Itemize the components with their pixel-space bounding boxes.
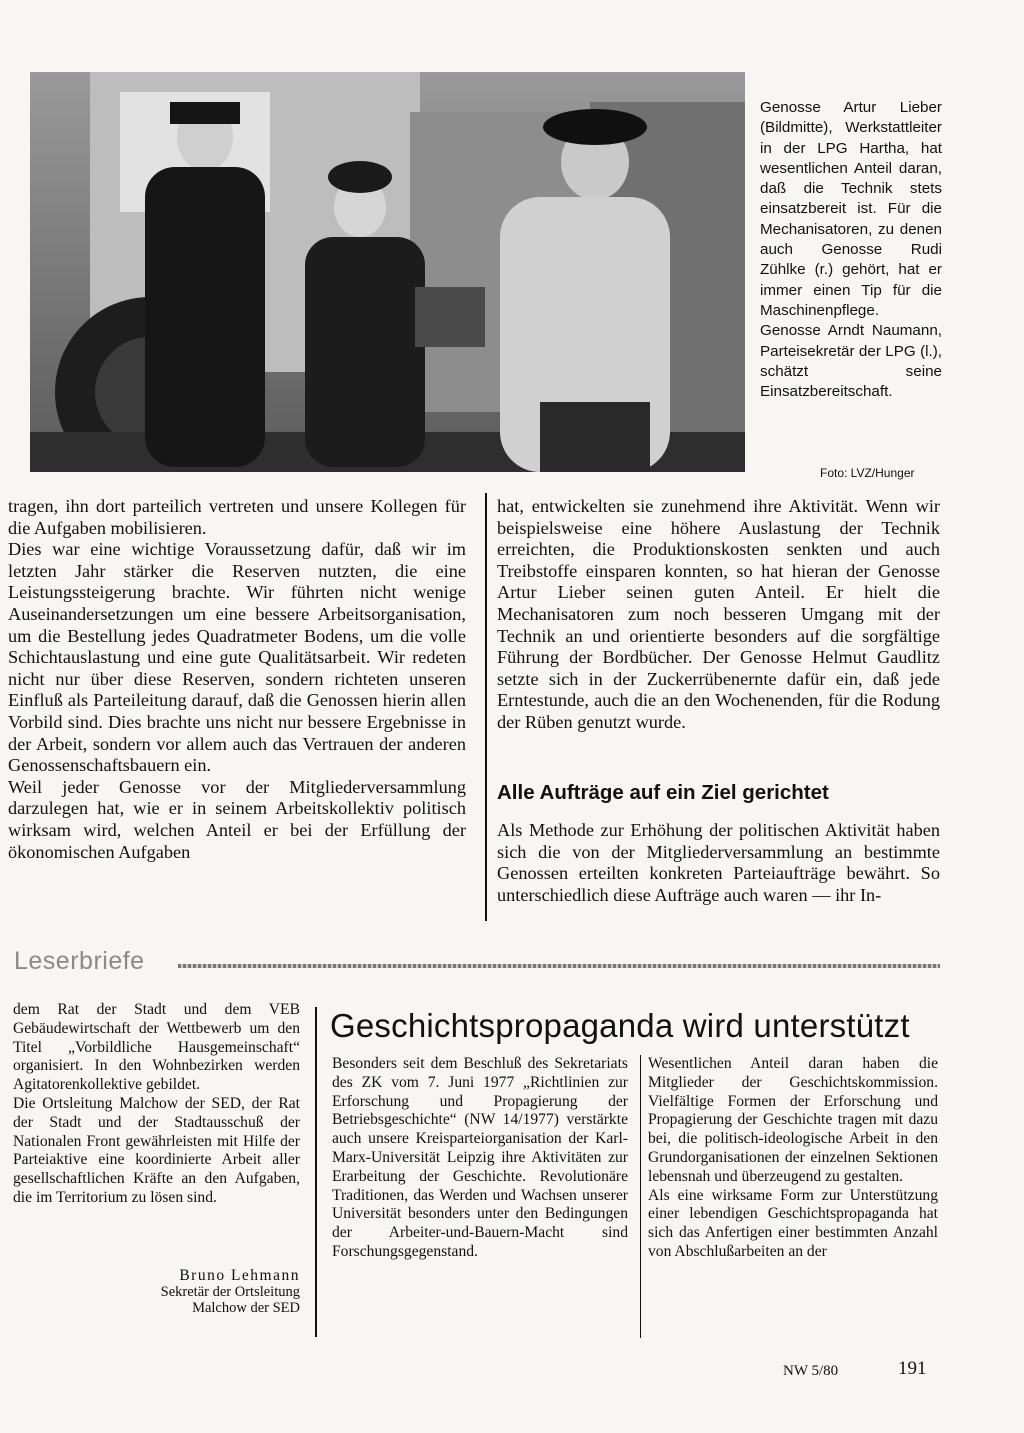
letter-paragraph: Besonders seit dem Beschluß des Sekretariats des ZK vom 7. Juni 1977 „Richtlinien zur Erforschung und Propagierung der Betriebsgeschichte“ (NW 14/1977) verstärkte auch unsere Kreisparteiorganisation der Karl-Marx-Universität Leipzig ihre Aktivitäten zur Erarbeitung der Geschichte. Revolutionäre Traditionen, das Werden und Wachsen unserer Universität besonders unter den Bedingungen der Arbeiter-und-Bauern-Macht sind Forschungsgegenstand. — [332, 1055, 628, 1260]
article-paragraph: Dies war eine wichtige Voraussetzung dafür, daß wir im letzten Jahr stärker die Reserven nutzten, die eine Leistungssteigerung brachte. Wir führten nicht wenige Auseinandersetzungen um eine bessere Arbeitsorganisation, um die Bestellung jedes Quadratmeter Bodens, um die volle Schichtauslastung und eine gute Qualitätsarbeit. Wir redeten nicht nur über diese Reserven, sondern richteten unseren Einfluß als Parteileitung darauf, daß die Genossen hierin allen Vorbild sind. Dies brachte uns nicht nur bessere Ergebnisse in der Arbeit, sondern vor allem auch das Vertrauen der anderen Genossenschaftsbauern ein. — [8, 539, 466, 776]
article-paragraph: hat, entwickelten sie zunehmend ihre Aktivität. Wenn wir beispielsweise eine höhere Auslastung der Technik erreichten, die Produktionskosten senkten und auch Treibstoffe einsparen konnten, so hat hieran der Genosse Artur Lieber seinen guten Anteil. Er hielt die Mechanisatoren zum noch besseren Umgang mit der Technik an und orientierte besonders auf die sorgfältige Führung der Bordbücher. Der Genosse Helmut Gaudlitz setzte sich in der Zuckerrübenernte dafür ein, daß jede Erntestunde, auch die an den Wochenenden, für die Rodung der Rüben genutzt wurde. — [497, 496, 940, 732]
letter-paragraph: Die Ortsleitung Malchow der SED, der Rat der Stadt und der Stadtausschuß der Nationalen Front gewährleisten mit Hilfe der Parteiaktive eine koordinierte Arbeit aller gesellschaftlichen Kräfte an den Aufgaben, die im Territorium zu lösen sind. — [13, 1094, 300, 1206]
section-label-leserbriefe: Leserbriefe — [14, 947, 145, 975]
section-subheading: Alle Aufträge auf ein Ziel gerichtet — [497, 781, 829, 804]
article-paragraph: Als Methode zur Erhöhung der politischen Aktivität haben sich die von der Mitgliederversammlung an bestimmte Genossen erteilten konkreten Parteiaufträge bewährt. So unterschiedlich diese Aufträge auch waren — ihr In- — [497, 820, 940, 905]
page-number: 191 — [898, 1358, 927, 1379]
letter-1-body — [13, 1001, 300, 1208]
letter-2-column-b — [648, 1055, 938, 1262]
letter-2-headline: Geschichtspropaganda wird unterstützt — [330, 1007, 910, 1044]
letter-paragraph: dem Rat der Stadt und dem VEB Gebäudewirtschaft der Wettbewerb um den Titel „Vorbildliche Hausgemeinschaft“ organisiert. In den Wohnbezirken werden Agitatorenkollektive gebildet. — [13, 1001, 300, 1094]
letter-2-column-a — [332, 1055, 628, 1262]
article-paragraph: tragen, ihn dort parteilich vertreten und unsere Kollegen für die Aufgaben mobilisieren. — [8, 496, 466, 538]
author-role-location: Malchow der SED — [192, 1300, 300, 1316]
photo-caption: Genosse Artur Lieber (Bildmitte), Werkstattleiter in der LPG Hartha, hat wesentlichen Anteil daran, daß die Technik stets einsatzbereit ist. Für die Mechanisatoren, zu denen auch Genosse Rudi Zühlke (r.) gehört, hat er immer einen Tip für die Maschinenpflege. Genosse Arndt Naumann, Parteisekretär der LPG (l.), schätzt seine Einsatzbereitschaft. — [760, 99, 942, 401]
section-rule — [178, 964, 940, 968]
article-photo — [30, 72, 745, 472]
letter-1-signature — [60, 1268, 300, 1316]
column-divider — [315, 1007, 317, 1337]
author-role: Sekretär der Ortsleitung — [160, 1284, 300, 1300]
author-name: Bruno Lehmann — [179, 1267, 300, 1284]
column-divider — [485, 493, 487, 921]
article-column-2 — [497, 496, 940, 734]
article-paragraph: Weil jeder Genosse vor der Mitgliederversammlung darzulegen hat, wie er in seinem Arbeitskollektiv politisch wirksam wird, welchen Anteil er bei der Erfüllung der ökonomischen Aufgaben — [8, 776, 466, 862]
article-column-2-continued — [497, 820, 940, 906]
article-column-1 — [8, 496, 466, 863]
letter-paragraph: Als eine wirksame Form zur Unterstützung einer lebendigen Geschichtspropaganda hat sich das Anfertigen einer bestimmten Anzahl von Abschlußarbeiten an der — [648, 1186, 938, 1260]
column-divider — [640, 1055, 641, 1338]
letter-paragraph: Wesentlichen Anteil daran haben die Mitglieder der Geschichtskommission. Vielfältige Formen der Erforschung und Propagierung der Geschichte tragen mit dazu bei, die politisch-ideologische Arbeit in den Grundorganisationen der einzelnen Sektionen lebensnah und überzeugend zu gestalten. — [648, 1055, 938, 1185]
photo-illustration — [30, 72, 745, 472]
issue-number: NW 5/80 — [783, 1363, 839, 1379]
photo-credit: Foto: LVZ/Hunger — [820, 466, 915, 480]
